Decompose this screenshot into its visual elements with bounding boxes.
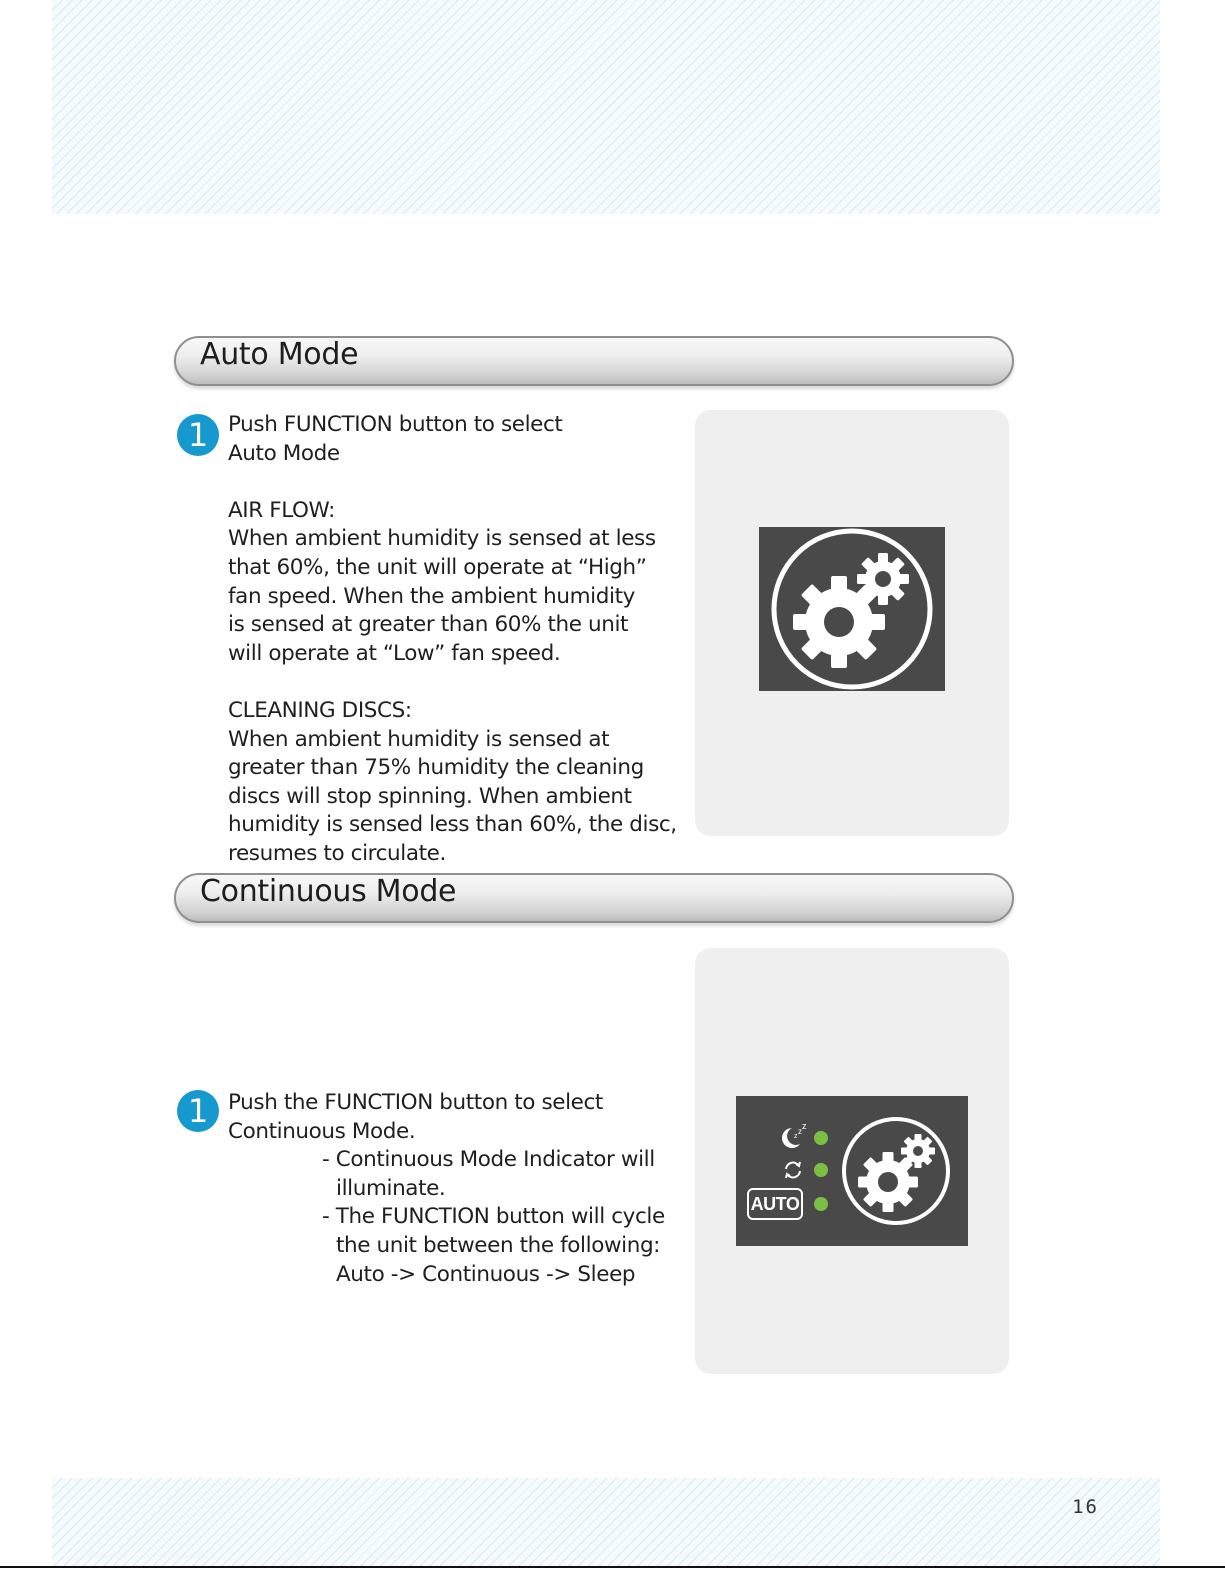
bullet-item-continuation: the unit between the following: (336, 1232, 661, 1258)
svg-text:z: z (798, 1127, 802, 1136)
auto-mode-title: Auto Mode (200, 337, 359, 372)
control-panel-illustration (736, 1096, 968, 1246)
step-number-badge: 1 (177, 1090, 219, 1132)
auto-label: AUTO (747, 1188, 803, 1220)
bullet-item-continuation: illuminate. (336, 1175, 446, 1201)
svg-text:z: z (802, 1121, 807, 1131)
page-number: 16 (1072, 1496, 1099, 1518)
bullet-item: - The FUNCTION button will cycle (322, 1204, 665, 1230)
instruction-line: Continuous Mode. (228, 1118, 416, 1144)
bottom-rule (0, 1566, 1225, 1568)
svg-text:z: z (794, 1133, 798, 1140)
airflow-line: will operate at “Low” fan speed. (228, 640, 561, 666)
airflow-heading: AIR FLOW: (228, 497, 335, 523)
cleaning-discs-heading: CLEANING DISCS: (228, 697, 412, 723)
step-number-badge: 1 (177, 414, 219, 456)
continuous-mode-instructions (228, 1089, 698, 1289)
auto-mode-instructions (228, 411, 678, 869)
cleaning-discs-line: resumes to circulate. (228, 840, 446, 866)
continuous-mode-section-header (174, 873, 1014, 923)
header-pattern-band (52, 0, 1160, 214)
sleep-moon-icon (782, 1121, 807, 1148)
bullet-item: - Continuous Mode Indicator will (322, 1147, 655, 1173)
auto-mode-section-header (174, 336, 1014, 386)
instruction-line: Push FUNCTION button to select (228, 412, 563, 437)
gear-icon (759, 527, 945, 691)
cleaning-discs-line: greater than 75% humidity the cleaning (228, 755, 644, 781)
control-panel-graphic (736, 1096, 968, 1246)
auto-indicator-led (814, 1197, 828, 1211)
continuous-mode-title: Continuous Mode (200, 874, 457, 909)
airflow-line: fan speed. When the ambient humidity (228, 583, 635, 609)
function-button-illustration (759, 527, 945, 691)
cleaning-discs-line: discs will stop spinning. When ambient (228, 783, 632, 809)
airflow-line: is sensed at greater than 60% the unit (228, 612, 629, 638)
instruction-line: Auto Mode (228, 440, 340, 466)
bullet-item-continuation: Auto -> Continuous -> Sleep (336, 1261, 636, 1287)
instruction-line: Push the FUNCTION button to select (228, 1090, 603, 1115)
continuous-cycle-icon (786, 1162, 800, 1178)
cleaning-discs-line: humidity is sensed less than 60%, the disc, (228, 812, 677, 838)
footer-pattern-band (52, 1478, 1160, 1566)
airflow-line: When ambient humidity is sensed at less (228, 526, 656, 552)
continuous-indicator-led (814, 1163, 828, 1177)
cleaning-discs-line: When ambient humidity is sensed at (228, 726, 610, 752)
airflow-line: that 60%, the unit will operate at “High” (228, 554, 647, 580)
sleep-indicator-led (814, 1131, 828, 1145)
